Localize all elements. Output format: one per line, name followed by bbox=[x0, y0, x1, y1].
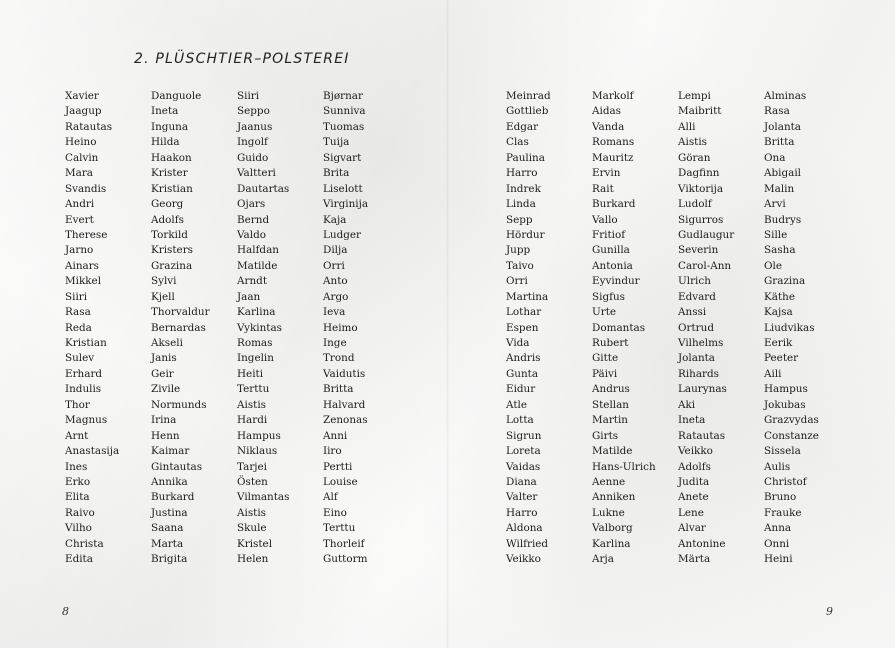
name-entry: Jupp bbox=[506, 244, 531, 257]
name-entry: Irina bbox=[151, 414, 177, 427]
name-entry: Ole bbox=[764, 259, 782, 272]
name-entry: Heini bbox=[764, 553, 793, 566]
name-entry: Hördur bbox=[506, 228, 545, 241]
name-entry: Orri bbox=[506, 275, 528, 288]
name-entry: Alf bbox=[323, 491, 338, 504]
name-entry: Frauke bbox=[764, 506, 802, 519]
name-entry: Vaidutis bbox=[323, 367, 366, 380]
name-entry: Arvi bbox=[764, 198, 786, 211]
name-entry: Iiro bbox=[323, 445, 342, 458]
name-entry: Arja bbox=[592, 553, 614, 566]
name-entry: Anete bbox=[678, 491, 709, 504]
name-entry: Sigvart bbox=[323, 151, 362, 164]
name-entry: Thor bbox=[65, 398, 90, 411]
name-entry: Constanze bbox=[764, 429, 819, 442]
name-entry: Dilja bbox=[323, 244, 348, 257]
name-entry: Erko bbox=[65, 475, 91, 488]
name-entry: Sissela bbox=[764, 445, 801, 458]
name-column bbox=[592, 89, 678, 568]
name-entry: Viktorija bbox=[678, 182, 724, 195]
name-entry: Eerik bbox=[764, 337, 793, 349]
name-entry: Paulina bbox=[506, 151, 545, 164]
name-entry: Martina bbox=[506, 290, 549, 303]
name-entry: Virginija bbox=[323, 198, 369, 211]
name-entry: Päivi bbox=[592, 367, 618, 380]
name-entry: Gitte bbox=[592, 352, 619, 365]
name-entry: Matilde bbox=[592, 445, 633, 458]
name-entry: Kaimar bbox=[151, 445, 190, 458]
name-entry: Christa bbox=[65, 537, 104, 550]
name-entry: Valter bbox=[506, 491, 538, 504]
name-entry: Kristian bbox=[151, 182, 193, 195]
name-entry: Siiri bbox=[237, 90, 260, 102]
name-entry: Adolfs bbox=[151, 213, 184, 226]
name-entry: Andris bbox=[506, 352, 541, 365]
name-entry: Siiri bbox=[65, 290, 88, 303]
page-number-left: 8 bbox=[62, 605, 69, 618]
name-entry: Sunniva bbox=[323, 105, 366, 118]
name-column bbox=[237, 89, 323, 568]
name-column bbox=[506, 89, 592, 568]
name-entry: Kaja bbox=[323, 213, 347, 226]
name-entry: Eino bbox=[323, 506, 347, 519]
name-entry: Antonia bbox=[592, 259, 633, 272]
name-entry: Justina bbox=[151, 506, 188, 519]
name-entry: Pertti bbox=[323, 460, 353, 473]
name-entry: Stellan bbox=[592, 398, 629, 411]
name-entry: Grazina bbox=[151, 259, 193, 272]
name-entry: Ona bbox=[764, 151, 786, 164]
name-entry: Lotta bbox=[506, 414, 534, 427]
name-entry: Aulis bbox=[764, 460, 791, 473]
name-entry: Kristers bbox=[151, 244, 194, 257]
name-entry: Rasa bbox=[65, 306, 91, 319]
name-entry: Rait bbox=[592, 182, 614, 195]
name-entry: Mauritz bbox=[592, 151, 634, 164]
name-entry: Inguna bbox=[151, 120, 189, 133]
name-column bbox=[678, 89, 764, 568]
name-entry: Vilhelms bbox=[678, 337, 724, 349]
name-entry: Ainars bbox=[65, 259, 100, 272]
name-entry: Georg bbox=[151, 198, 184, 211]
name-entry: Heino bbox=[65, 136, 97, 149]
name-entry: Aistis bbox=[237, 506, 266, 519]
name-entry: Andri bbox=[65, 198, 95, 211]
name-entry: Göran bbox=[678, 151, 711, 164]
name-entry: Vykintas bbox=[237, 321, 282, 334]
name-entry: Lene bbox=[678, 506, 704, 519]
name-entry: Ines bbox=[65, 460, 88, 473]
name-entry: Veikko bbox=[506, 553, 541, 566]
name-entry: Britta bbox=[764, 136, 795, 149]
name-entry: Erhard bbox=[65, 367, 103, 380]
name-entry: Burkard bbox=[592, 198, 636, 211]
name-entry: Evert bbox=[65, 213, 94, 226]
name-entry: Trond bbox=[323, 352, 355, 365]
left-page bbox=[0, 0, 447, 648]
name-entry: Östen bbox=[237, 475, 268, 488]
name-entry: Märta bbox=[678, 553, 711, 566]
name-entry: Terttu bbox=[237, 383, 270, 396]
name-entry: Adolfs bbox=[678, 460, 711, 473]
name-entry: Grazina bbox=[764, 275, 806, 288]
name-entry: Hampus bbox=[237, 429, 281, 442]
name-entry: Alvar bbox=[678, 522, 706, 535]
name-entry: Tuija bbox=[323, 136, 350, 149]
name-entry: Reda bbox=[65, 321, 92, 334]
name-entry: Fritiof bbox=[592, 228, 626, 241]
name-entry: Vida bbox=[506, 337, 530, 349]
name-entry: Ratautas bbox=[65, 120, 113, 133]
name-entry: Bruno bbox=[764, 491, 797, 504]
name-entry: Grazvydas bbox=[764, 414, 819, 427]
name-entry: Aldona bbox=[506, 522, 543, 535]
name-entry: Taivo bbox=[506, 259, 534, 272]
name-entry: Bernd bbox=[237, 213, 270, 226]
name-entry: Mikkel bbox=[65, 275, 102, 288]
name-entry: Domantas bbox=[592, 321, 646, 334]
name-entry: Malin bbox=[764, 182, 795, 195]
name-entry: Hardi bbox=[237, 414, 268, 427]
name-entry: Vallo bbox=[592, 213, 618, 226]
name-entry: Liudvikas bbox=[764, 321, 815, 334]
name-entry: Magnus bbox=[65, 414, 108, 427]
name-entry: Eidur bbox=[506, 383, 536, 396]
name-entry: Zivile bbox=[151, 383, 181, 396]
name-entry: Kjell bbox=[151, 290, 175, 303]
name-entry: Ortrud bbox=[678, 321, 714, 334]
name-entry: Matilde bbox=[237, 259, 278, 272]
name-entry: Loreta bbox=[506, 445, 541, 458]
name-entry: Linda bbox=[506, 198, 536, 211]
name-entry: Hans-Ulrich bbox=[592, 460, 656, 473]
name-entry: Sigfus bbox=[592, 290, 625, 303]
name-entry: Arnt bbox=[65, 429, 89, 442]
name-entry: Seppo bbox=[237, 105, 270, 118]
name-entry: Jaagup bbox=[65, 105, 102, 118]
name-entry: Diana bbox=[506, 475, 537, 488]
name-entry: Sasha bbox=[764, 244, 796, 257]
name-entry: Jolanta bbox=[678, 352, 716, 365]
name-entry: Harro bbox=[506, 506, 538, 519]
name-entry: Henn bbox=[151, 429, 180, 442]
name-entry: Heiti bbox=[237, 367, 264, 380]
name-entry: Ingolf bbox=[237, 136, 268, 149]
name-entry: Dagfinn bbox=[678, 167, 720, 180]
name-entry: Brigita bbox=[151, 553, 188, 566]
name-entry: Wilfried bbox=[506, 537, 549, 550]
name-entry: Jokubas bbox=[764, 398, 806, 411]
name-entry: Raivo bbox=[65, 506, 95, 519]
name-entry: Käthe bbox=[764, 290, 795, 303]
name-entry: Edita bbox=[65, 553, 93, 566]
name-entry: Lempi bbox=[678, 90, 711, 102]
name-entry: Heimo bbox=[323, 321, 358, 334]
name-list-left bbox=[65, 89, 409, 568]
name-entry: Anto bbox=[323, 275, 348, 288]
name-entry: Alminas bbox=[764, 90, 807, 102]
name-entry: Elita bbox=[65, 491, 90, 504]
name-entry: Espen bbox=[506, 321, 539, 334]
name-entry: Torkild bbox=[151, 228, 188, 241]
name-entry: Rasa bbox=[764, 105, 790, 118]
name-entry: Anssi bbox=[678, 306, 707, 319]
name-entry: Jaanus bbox=[237, 120, 273, 133]
name-column bbox=[65, 89, 151, 568]
name-entry: Antonine bbox=[678, 537, 726, 550]
name-entry: Halfdan bbox=[237, 244, 279, 257]
name-entry: Brita bbox=[323, 167, 350, 180]
name-entry: Kristian bbox=[65, 337, 107, 349]
name-entry: Kajsa bbox=[764, 306, 793, 319]
name-entry: Carol-Ann bbox=[678, 259, 732, 272]
name-entry: Veikko bbox=[678, 445, 713, 458]
name-entry: Anniken bbox=[592, 491, 636, 504]
name-entry: Therese bbox=[65, 228, 108, 241]
name-entry: Annika bbox=[151, 475, 188, 488]
name-entry: Sille bbox=[764, 228, 788, 241]
name-entry: Jarno bbox=[65, 244, 94, 257]
name-entry: Orri bbox=[323, 259, 345, 272]
name-entry: Markolf bbox=[592, 90, 634, 102]
name-entry: Xavier bbox=[65, 90, 99, 102]
name-entry: Krister bbox=[151, 167, 188, 180]
name-entry: Sepp bbox=[506, 213, 533, 226]
name-entry: Valborg bbox=[592, 522, 633, 535]
name-column bbox=[764, 89, 850, 568]
name-entry: Andrus bbox=[592, 383, 630, 396]
name-entry: Thorleif bbox=[323, 537, 365, 550]
name-entry: Hilda bbox=[151, 136, 180, 149]
page-number-right: 9 bbox=[826, 605, 833, 618]
name-entry: Calvin bbox=[65, 151, 99, 164]
name-entry: Zenonas bbox=[323, 414, 368, 427]
name-entry: Ratautas bbox=[678, 429, 726, 442]
name-entry: Romans bbox=[592, 136, 635, 149]
name-entry: Christof bbox=[764, 475, 807, 488]
chapter-title: 2. PLÜSCHTIER–POLSTEREI bbox=[134, 51, 350, 67]
right-page bbox=[448, 0, 895, 648]
name-entry: Thorvaldur bbox=[151, 306, 210, 319]
name-entry: Girts bbox=[592, 429, 619, 442]
name-entry: Ulrich bbox=[678, 275, 711, 288]
name-entry: Hampus bbox=[764, 383, 808, 396]
name-entry: Geir bbox=[151, 367, 174, 380]
name-entry: Niklaus bbox=[237, 445, 278, 458]
name-entry: Arndt bbox=[237, 275, 267, 288]
name-entry: Atle bbox=[506, 398, 527, 411]
name-entry: Ieva bbox=[323, 306, 346, 319]
name-entry: Akseli bbox=[151, 337, 183, 349]
name-entry: Martin bbox=[592, 414, 628, 427]
name-entry: Aenne bbox=[592, 475, 626, 488]
name-entry: Normunds bbox=[151, 398, 207, 411]
name-entry: Gottlieb bbox=[506, 105, 549, 118]
name-entry: Lukne bbox=[592, 506, 625, 519]
name-entry: Danguole bbox=[151, 90, 202, 102]
name-entry: Edgar bbox=[506, 120, 539, 133]
name-column bbox=[323, 89, 409, 568]
name-entry: Judita bbox=[678, 475, 710, 488]
name-entry: Kristel bbox=[237, 537, 273, 550]
name-entry: Aki bbox=[678, 398, 696, 411]
name-entry: Mara bbox=[65, 167, 93, 180]
name-column bbox=[151, 89, 237, 568]
name-entry: Vilho bbox=[65, 522, 92, 535]
name-entry: Ojars bbox=[237, 198, 266, 211]
name-entry: Peeter bbox=[764, 352, 799, 365]
name-entry: Budrys bbox=[764, 213, 802, 226]
name-entry: Ludolf bbox=[678, 198, 712, 211]
name-entry: Helen bbox=[237, 553, 269, 566]
name-entry: Lothar bbox=[506, 306, 542, 319]
name-entry: Indulis bbox=[65, 383, 102, 396]
name-entry: Gudlaugur bbox=[678, 228, 735, 241]
name-entry: Maibritt bbox=[678, 105, 722, 118]
name-entry: Anna bbox=[764, 522, 792, 535]
name-entry: Tuomas bbox=[323, 120, 365, 133]
name-entry: Gunta bbox=[506, 367, 539, 380]
name-entry: Aidas bbox=[592, 105, 622, 118]
name-entry: Dautartas bbox=[237, 182, 290, 195]
name-entry: Haakon bbox=[151, 151, 192, 164]
name-entry: Rihards bbox=[678, 367, 719, 380]
name-entry: Eyvindur bbox=[592, 275, 640, 288]
name-entry: Sylvi bbox=[151, 275, 177, 288]
name-entry: Indrek bbox=[506, 182, 541, 195]
name-entry: Sigrun bbox=[506, 429, 542, 442]
name-entry: Saana bbox=[151, 522, 184, 535]
name-entry: Onni bbox=[764, 537, 790, 550]
name-entry: Sulev bbox=[65, 352, 95, 365]
name-entry: Abigail bbox=[764, 167, 801, 180]
name-entry: Bernardas bbox=[151, 321, 206, 334]
name-entry: Vanda bbox=[592, 120, 625, 133]
name-entry: Sigurros bbox=[678, 213, 724, 226]
name-entry: Jolanta bbox=[764, 120, 802, 133]
name-entry: Tarjei bbox=[237, 460, 267, 473]
name-entry: Gunilla bbox=[592, 244, 630, 257]
name-entry: Valdo bbox=[237, 228, 266, 241]
name-entry: Ludger bbox=[323, 228, 362, 241]
name-entry: Svandis bbox=[65, 182, 107, 195]
name-entry: Skule bbox=[237, 522, 267, 535]
name-list-right bbox=[506, 89, 850, 568]
name-entry: Ervin bbox=[592, 167, 621, 180]
name-entry: Liselott bbox=[323, 182, 363, 195]
name-entry: Anni bbox=[323, 429, 348, 442]
name-entry: Meinrad bbox=[506, 90, 551, 102]
name-entry: Karlina bbox=[237, 306, 276, 319]
name-entry: Ingelin bbox=[237, 352, 274, 365]
name-entry: Severin bbox=[678, 244, 719, 257]
name-entry: Louise bbox=[323, 475, 358, 488]
name-entry: Aili bbox=[764, 367, 782, 380]
name-entry: Rubert bbox=[592, 337, 629, 349]
name-entry: Britta bbox=[323, 383, 354, 396]
name-entry: Burkard bbox=[151, 491, 195, 504]
name-entry: Alli bbox=[678, 120, 696, 133]
name-entry: Romas bbox=[237, 337, 273, 349]
name-entry: Bjørnar bbox=[323, 90, 363, 102]
name-entry: Guido bbox=[237, 151, 269, 164]
name-entry: Aistis bbox=[678, 136, 707, 149]
name-entry: Harro bbox=[506, 167, 538, 180]
name-entry: Vilmantas bbox=[237, 491, 290, 504]
name-entry: Ineta bbox=[678, 414, 706, 427]
name-entry: Janis bbox=[151, 352, 177, 365]
name-entry: Anastasija bbox=[65, 445, 120, 458]
name-entry: Argo bbox=[323, 290, 349, 303]
name-entry: Laurynas bbox=[678, 383, 727, 396]
name-entry: Vaidas bbox=[506, 460, 541, 473]
name-entry: Clas bbox=[506, 136, 529, 149]
name-entry: Karlina bbox=[592, 537, 631, 550]
name-entry: Ineta bbox=[151, 105, 179, 118]
name-entry: Halvard bbox=[323, 398, 366, 411]
name-entry: Valtteri bbox=[237, 167, 276, 180]
name-entry: Edvard bbox=[678, 290, 716, 303]
name-entry: Jaan bbox=[237, 290, 261, 303]
name-entry: Gintautas bbox=[151, 460, 203, 473]
name-entry: Inge bbox=[323, 337, 347, 349]
name-entry: Terttu bbox=[323, 522, 356, 535]
name-entry: Guttorm bbox=[323, 553, 368, 566]
name-entry: Aistis bbox=[237, 398, 266, 411]
name-entry: Marta bbox=[151, 537, 184, 550]
name-entry: Urte bbox=[592, 306, 617, 319]
